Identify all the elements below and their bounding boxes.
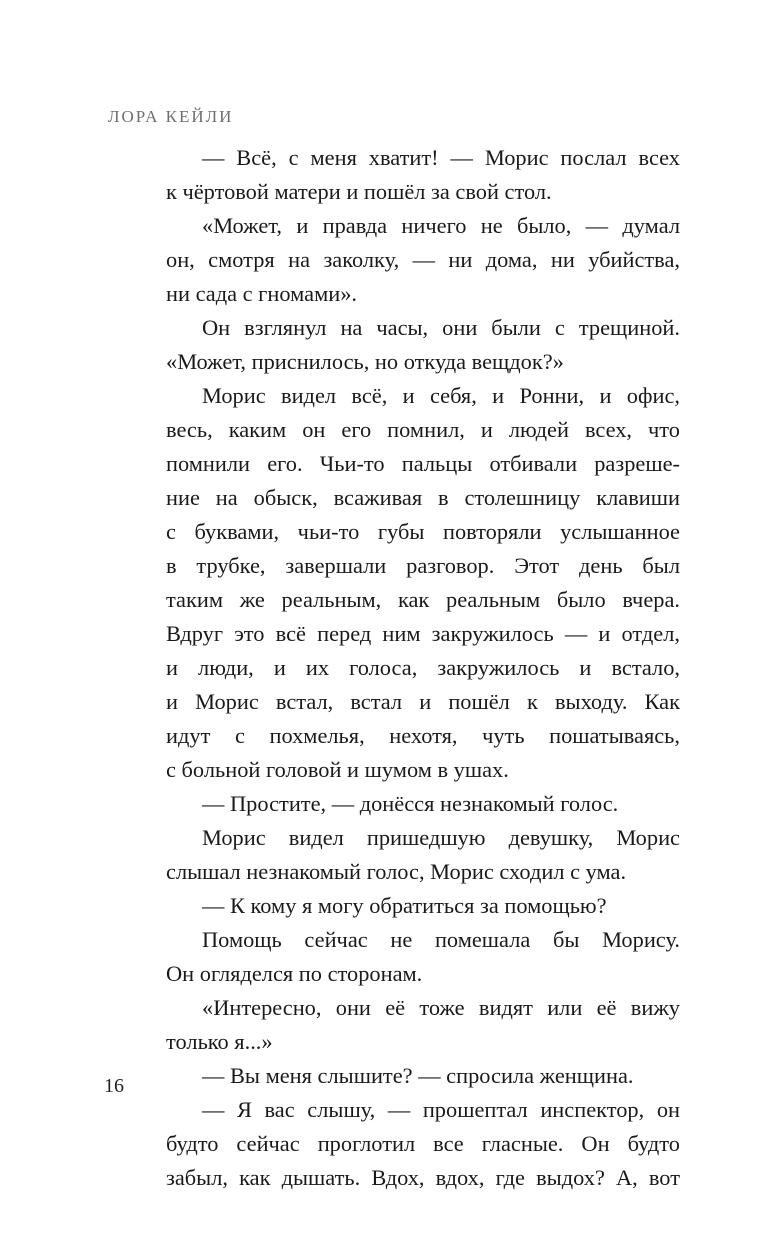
text-line: он, смотря на заколку, — ни дома, ни убийства, bbox=[166, 247, 680, 272]
text-line: и люди, и их голоса, закружилось и встало, bbox=[166, 655, 680, 680]
text-line: к чёртовой матери и пошёл за свой стол. bbox=[166, 179, 552, 204]
text-line: «Может, приснилось, но откуда вещдок?» bbox=[166, 349, 564, 374]
text-line: идут с похмелья, нехотя, чуть пошатываясь, bbox=[166, 723, 680, 748]
text-line: помнили его. Чьи-то пальцы отбивали разреше- bbox=[166, 451, 680, 476]
text-line: Морис видел пришедшую девушку, Морис bbox=[202, 825, 680, 850]
text-line: и Морис встал, встал и пошёл к выходу. Как bbox=[166, 689, 680, 714]
text-line: таким же реальным, как реальным было вчера. bbox=[166, 587, 680, 612]
text-line: Морис видел всё, и себя, и Ронни, и офис, bbox=[202, 383, 680, 408]
page-number: 16 bbox=[104, 1075, 124, 1097]
text-line: ние на обыск, всаживая в столешницу клавиши bbox=[166, 485, 680, 510]
text-line: с буквами, чьи-то губы повторяли услышанное bbox=[166, 519, 680, 544]
text-line: — Простите, — донёсся незнакомый голос. bbox=[202, 791, 619, 816]
text-line: только я...» bbox=[166, 1029, 273, 1054]
text-line: с больной головой и шумом в ушах. bbox=[166, 757, 509, 782]
text-line: — Вы меня слышите? — спросила женщина. bbox=[202, 1063, 634, 1088]
text-line: — К кому я могу обратиться за помощью? bbox=[202, 893, 607, 918]
text-line: будто сейчас проглотил все гласные. Он будто bbox=[166, 1131, 680, 1156]
text-line: весь, каким он его помнил, и людей всех, что bbox=[166, 417, 680, 442]
running-title: ЛОРА КЕЙЛИ bbox=[108, 107, 234, 126]
text-line: «Интересно, они её тоже видят или её вижу bbox=[202, 995, 680, 1020]
text-line: Он огляделся по сторонам. bbox=[166, 961, 423, 986]
text-line: — Всё, с меня хватит! — Морис послал всех bbox=[202, 145, 680, 170]
text-line: забыл, как дышать. Вдох, вдох, где выдох? А, вот bbox=[166, 1165, 680, 1190]
text-line: «Может, и правда ничего не было, — думал bbox=[202, 213, 680, 238]
text-line: Он взглянул на часы, они были с трещиной. bbox=[202, 315, 680, 340]
text-line: ни сада с гномами». bbox=[166, 281, 358, 306]
body-text bbox=[166, 141, 680, 1195]
text-line: Вдруг это всё перед ним закружилось — и отдел, bbox=[166, 621, 680, 646]
text-line: в трубке, завершали разговор. Этот день был bbox=[166, 553, 680, 578]
text-line: Помощь сейчас не помешала бы Морису. bbox=[202, 927, 680, 952]
text-line: слышал незнакомый голос, Морис сходил с ума. bbox=[166, 859, 627, 884]
text-line: — Я вас слышу, — прошептал инспектор, он bbox=[202, 1097, 680, 1122]
